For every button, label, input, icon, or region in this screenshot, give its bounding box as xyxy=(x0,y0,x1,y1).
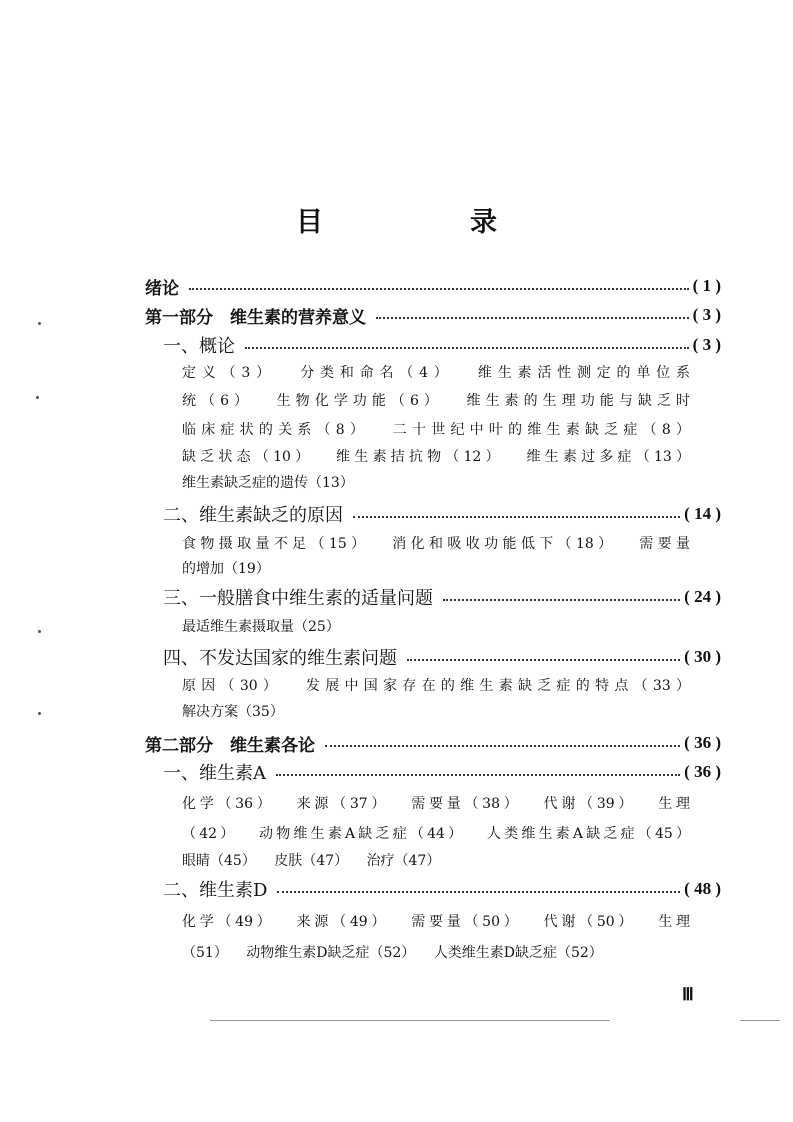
dot-leader xyxy=(376,317,689,319)
toc-entry[interactable] xyxy=(145,273,721,299)
scan-speck xyxy=(38,712,41,715)
scan-speck xyxy=(36,396,39,399)
dot-leader xyxy=(443,599,680,601)
toc-entry-title: 第一部分 维生素的营养意义 xyxy=(145,307,366,328)
toc-subtopics-line: 定义（3） 分类和命名（4） 维生素活性测定的单位系 xyxy=(182,365,690,381)
toc-entry[interactable] xyxy=(163,501,721,527)
toc-subtopics-line: 最适维生素摄取量（25） xyxy=(182,619,340,635)
toc-subtopics-line: 解决方案（35） xyxy=(182,704,284,720)
scan-edge-line xyxy=(210,1020,610,1021)
toc-entry[interactable] xyxy=(163,876,721,902)
toc-entry-title: 二、维生素缺乏的原因 xyxy=(163,505,343,526)
toc-subtopics-line: 化学（49） 来源（49） 需要量（50） 代谢（50） 生理 xyxy=(182,914,690,930)
toc-entry-page: ( 48 ) xyxy=(684,879,721,898)
toc-subtopics-line: 统（6） 生物化学功能（6） 维生素的生理功能与缺乏时 xyxy=(182,393,690,409)
toc-entry-page: ( 36 ) xyxy=(684,762,721,781)
toc-subtopics-line: 的增加（19） xyxy=(182,561,270,577)
toc-entry-page: ( 36 ) xyxy=(684,733,721,752)
toc-subtopics-line: 临床症状的关系（8） 二十世纪中叶的维生素缺乏症（8） xyxy=(182,422,690,438)
toc-entry[interactable] xyxy=(163,644,721,670)
toc-subtopics-line: 食物摄取量不足（15） 消化和吸收功能低下（18） 需要量 xyxy=(182,536,690,552)
dot-leader xyxy=(353,516,680,518)
toc-entry-title: 一、维生素A xyxy=(163,763,266,784)
toc-entry-page: ( 14 ) xyxy=(684,504,721,523)
dot-leader xyxy=(189,288,689,290)
toc-entry[interactable] xyxy=(145,730,721,756)
toc-subtopics-line: 缺乏状态（10） 维生素拮抗物（12） 维生素过多症（13） xyxy=(182,449,690,465)
page-title: 目 录 xyxy=(296,207,557,238)
toc-entry[interactable] xyxy=(163,759,721,785)
toc-entry-page: ( 1 ) xyxy=(692,276,721,295)
toc-entry[interactable] xyxy=(145,302,721,328)
toc-subtopics-line: 原因（30） 发展中国家存在的维生素缺乏症的特点（33） xyxy=(182,678,690,694)
toc-entry-title: 一、概论 xyxy=(163,336,235,357)
dot-leader xyxy=(276,774,680,776)
toc-entry-page: ( 30 ) xyxy=(684,647,721,666)
toc-entry-page: ( 24 ) xyxy=(684,587,721,606)
toc-entry-title: 第二部分 维生素各论 xyxy=(145,735,315,756)
toc-entry-page: ( 3 ) xyxy=(692,305,721,324)
toc-subtopics-line: 化学（36） 来源（37） 需要量（38） 代谢（39） 生理 xyxy=(182,796,690,812)
toc-subtopics-line: 眼睛（45） 皮肤（47） 治疗（47） xyxy=(182,853,441,869)
toc-entry-title: 二、维生素D xyxy=(163,880,268,901)
toc-entry[interactable] xyxy=(163,332,721,358)
toc-entry-title: 三、一般膳食中维生素的适量问题 xyxy=(163,588,433,609)
dot-leader xyxy=(277,891,680,893)
scan-speck xyxy=(38,630,41,633)
toc-entry-title: 绪论 xyxy=(145,278,179,299)
toc-subtopics-line: （51） 动物维生素D缺乏症（52） 人类维生素D缺乏症（52） xyxy=(182,945,603,961)
dot-leader xyxy=(407,659,680,661)
page-number: Ⅲ xyxy=(682,985,694,1004)
toc-subtopics-line: （42） 动物维生素A缺乏症（44） 人类维生素A缺乏症（45） xyxy=(182,826,690,842)
dot-leader xyxy=(245,347,689,349)
toc-entry[interactable] xyxy=(163,584,721,610)
toc-entry-title: 四、不发达国家的维生素问题 xyxy=(163,648,397,669)
toc-entry-page: ( 3 ) xyxy=(692,335,721,354)
toc-subtopics-line: 维生素缺乏症的遗传（13） xyxy=(182,475,354,491)
dot-leader xyxy=(325,745,680,747)
scan-edge-line xyxy=(740,1020,780,1021)
scan-speck xyxy=(38,322,41,325)
